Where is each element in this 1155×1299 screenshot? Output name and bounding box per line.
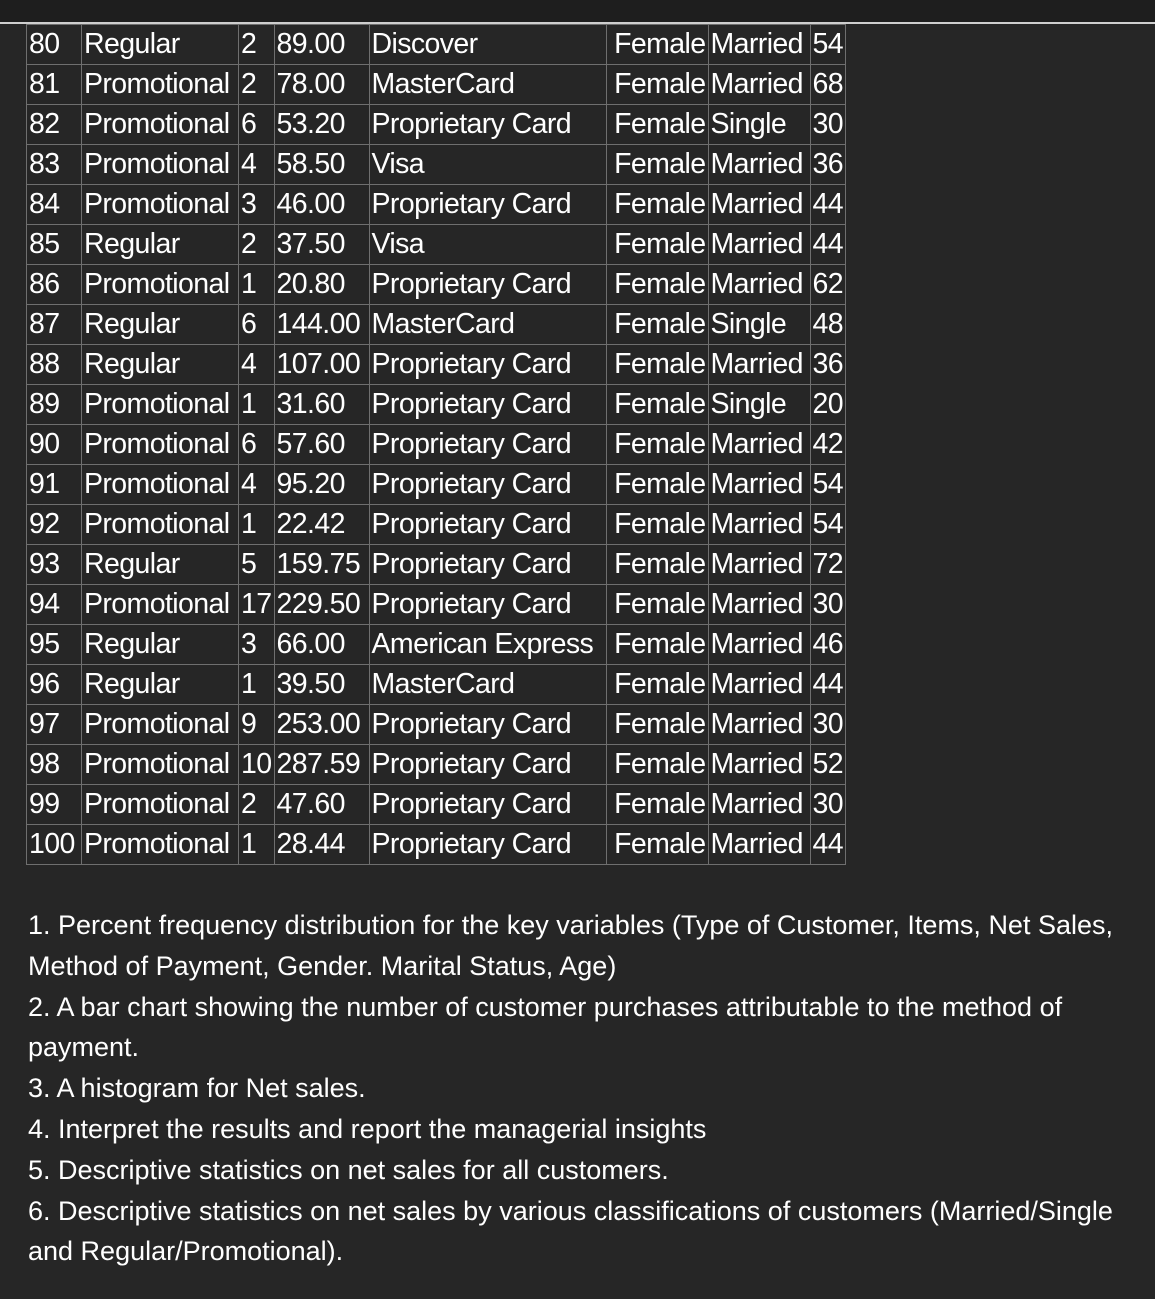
- age-cell: 30: [810, 105, 846, 145]
- gender-cell: Female: [606, 425, 708, 465]
- customer-data-table: [26, 24, 846, 865]
- net-sales-cell: 53.20: [274, 105, 369, 145]
- net-sales-cell: 22.42: [274, 505, 369, 545]
- row-number-cell: 82: [27, 105, 82, 145]
- customer-type-cell: Promotional: [82, 65, 239, 105]
- marital-status-cell: Married: [708, 185, 810, 225]
- gender-cell: Female: [606, 25, 708, 65]
- payment-method-cell: MasterCard: [369, 65, 606, 105]
- items-cell: 2: [239, 785, 275, 825]
- gender-cell: Female: [606, 545, 708, 585]
- gender-cell: Female: [606, 465, 708, 505]
- marital-status-cell: Married: [708, 465, 810, 505]
- items-cell: 4: [239, 145, 275, 185]
- net-sales-cell: 20.80: [274, 265, 369, 305]
- payment-method-cell: Proprietary Card: [369, 345, 606, 385]
- net-sales-cell: 66.00: [274, 625, 369, 665]
- customer-type-cell: Promotional: [82, 705, 239, 745]
- age-cell: 30: [810, 785, 846, 825]
- customer-type-cell: Promotional: [82, 105, 239, 145]
- marital-status-cell: Married: [708, 345, 810, 385]
- customer-type-cell: Promotional: [82, 505, 239, 545]
- marital-status-cell: Single: [708, 385, 810, 425]
- gender-cell: Female: [606, 505, 708, 545]
- customer-type-cell: Promotional: [82, 385, 239, 425]
- table-body: [27, 25, 846, 865]
- age-cell: 30: [810, 705, 846, 745]
- items-cell: 4: [239, 465, 275, 505]
- customer-type-cell: Promotional: [82, 265, 239, 305]
- gender-cell: Female: [606, 345, 708, 385]
- net-sales-cell: 107.00: [274, 345, 369, 385]
- age-cell: 48: [810, 305, 846, 345]
- items-cell: 3: [239, 625, 275, 665]
- age-cell: 72: [810, 545, 846, 585]
- instruction-item: 1. Percent frequency distribution for the key variables (Type of Customer, Items, Net Sales, Method of Payment, Gender. Marital Status, Age): [28, 910, 1113, 981]
- payment-method-cell: Proprietary Card: [369, 265, 606, 305]
- net-sales-cell: 58.50: [274, 145, 369, 185]
- age-cell: 30: [810, 585, 846, 625]
- age-cell: 68: [810, 65, 846, 105]
- items-cell: 5: [239, 545, 275, 585]
- age-cell: 20: [810, 385, 846, 425]
- age-cell: 52: [810, 745, 846, 785]
- age-cell: 44: [810, 665, 846, 705]
- top-divider: [0, 0, 1155, 24]
- gender-cell: Female: [606, 105, 708, 145]
- customer-type-cell: Promotional: [82, 425, 239, 465]
- marital-status-cell: Married: [708, 745, 810, 785]
- items-cell: 6: [239, 305, 275, 345]
- net-sales-cell: 95.20: [274, 465, 369, 505]
- payment-method-cell: Proprietary Card: [369, 585, 606, 625]
- gender-cell: Female: [606, 705, 708, 745]
- marital-status-cell: Married: [708, 65, 810, 105]
- age-cell: 54: [810, 465, 846, 505]
- marital-status-cell: Married: [708, 145, 810, 185]
- payment-method-cell: Proprietary Card: [369, 545, 606, 585]
- items-cell: 4: [239, 345, 275, 385]
- row-number-cell: 89: [27, 385, 82, 425]
- table-row: [27, 345, 846, 385]
- row-number-cell: 81: [27, 65, 82, 105]
- gender-cell: Female: [606, 585, 708, 625]
- items-cell: 10: [239, 745, 275, 785]
- marital-status-cell: Married: [708, 625, 810, 665]
- items-cell: 2: [239, 225, 275, 265]
- data-table-container: [26, 24, 846, 865]
- payment-method-cell: MasterCard: [369, 665, 606, 705]
- table-row: [27, 385, 846, 425]
- marital-status-cell: Married: [708, 825, 810, 865]
- marital-status-cell: Married: [708, 505, 810, 545]
- items-cell: 1: [239, 665, 275, 705]
- payment-method-cell: Proprietary Card: [369, 825, 606, 865]
- customer-type-cell: Regular: [82, 25, 239, 65]
- row-number-cell: 96: [27, 665, 82, 705]
- payment-method-cell: Visa: [369, 225, 606, 265]
- items-cell: 1: [239, 505, 275, 545]
- customer-type-cell: Promotional: [82, 465, 239, 505]
- gender-cell: Female: [606, 305, 708, 345]
- marital-status-cell: Married: [708, 585, 810, 625]
- gender-cell: Female: [606, 785, 708, 825]
- customer-type-cell: Promotional: [82, 145, 239, 185]
- net-sales-cell: 159.75: [274, 545, 369, 585]
- table-row: [27, 745, 846, 785]
- payment-method-cell: Proprietary Card: [369, 745, 606, 785]
- age-cell: 36: [810, 145, 846, 185]
- marital-status-cell: Married: [708, 705, 810, 745]
- table-row: [27, 665, 846, 705]
- table-row: [27, 585, 846, 625]
- payment-method-cell: Proprietary Card: [369, 785, 606, 825]
- marital-status-cell: Single: [708, 305, 810, 345]
- table-row: [27, 305, 846, 345]
- gender-cell: Female: [606, 185, 708, 225]
- gender-cell: Female: [606, 145, 708, 185]
- items-cell: 1: [239, 385, 275, 425]
- age-cell: 46: [810, 625, 846, 665]
- table-row: [27, 225, 846, 265]
- payment-method-cell: Proprietary Card: [369, 385, 606, 425]
- customer-type-cell: Regular: [82, 225, 239, 265]
- row-number-cell: 83: [27, 145, 82, 185]
- net-sales-cell: 253.00: [274, 705, 369, 745]
- age-cell: 42: [810, 425, 846, 465]
- row-number-cell: 92: [27, 505, 82, 545]
- net-sales-cell: 229.50: [274, 585, 369, 625]
- net-sales-cell: 28.44: [274, 825, 369, 865]
- row-number-cell: 100: [27, 825, 82, 865]
- gender-cell: Female: [606, 825, 708, 865]
- table-row: [27, 425, 846, 465]
- items-cell: 2: [239, 65, 275, 105]
- row-number-cell: 90: [27, 425, 82, 465]
- customer-type-cell: Promotional: [82, 825, 239, 865]
- items-cell: 9: [239, 705, 275, 745]
- row-number-cell: 97: [27, 705, 82, 745]
- net-sales-cell: 39.50: [274, 665, 369, 705]
- table-row: [27, 465, 846, 505]
- instruction-item: 2. A bar chart showing the number of customer purchases attributable to the method of payment.: [28, 991, 1063, 1063]
- items-cell: 3: [239, 185, 275, 225]
- table-row: [27, 145, 846, 185]
- customer-type-cell: Regular: [82, 305, 239, 345]
- row-number-cell: 98: [27, 745, 82, 785]
- marital-status-cell: Single: [708, 105, 810, 145]
- net-sales-cell: 47.60: [274, 785, 369, 825]
- payment-method-cell: Visa: [369, 145, 606, 185]
- items-cell: 2: [239, 25, 275, 65]
- net-sales-cell: 89.00: [274, 25, 369, 65]
- payment-method-cell: Proprietary Card: [369, 705, 606, 745]
- age-cell: 44: [810, 185, 846, 225]
- instruction-item: 4. Interpret the results and report the managerial insights: [28, 1113, 707, 1144]
- net-sales-cell: 46.00: [274, 185, 369, 225]
- age-cell: 44: [810, 825, 846, 865]
- customer-type-cell: Regular: [82, 345, 239, 385]
- row-number-cell: 87: [27, 305, 82, 345]
- gender-cell: Female: [606, 225, 708, 265]
- age-cell: 54: [810, 505, 846, 545]
- gender-cell: Female: [606, 65, 708, 105]
- table-row: [27, 625, 846, 665]
- gender-cell: Female: [606, 385, 708, 425]
- table-row: [27, 25, 846, 65]
- row-number-cell: 88: [27, 345, 82, 385]
- table-row: [27, 825, 846, 865]
- items-cell: 6: [239, 425, 275, 465]
- items-cell: 6: [239, 105, 275, 145]
- items-cell: 17: [239, 585, 275, 625]
- customer-type-cell: Regular: [82, 665, 239, 705]
- row-number-cell: 84: [27, 185, 82, 225]
- customer-type-cell: Promotional: [82, 745, 239, 785]
- instruction-item: 5. Descriptive statistics on net sales for all customers.: [28, 1154, 669, 1185]
- marital-status-cell: Married: [708, 25, 810, 65]
- payment-method-cell: Proprietary Card: [369, 105, 606, 145]
- net-sales-cell: 57.60: [274, 425, 369, 465]
- payment-method-cell: Proprietary Card: [369, 465, 606, 505]
- age-cell: 62: [810, 265, 846, 305]
- assignment-instructions: [28, 905, 1138, 1272]
- customer-type-cell: Regular: [82, 545, 239, 585]
- marital-status-cell: Married: [708, 225, 810, 265]
- row-number-cell: 80: [27, 25, 82, 65]
- row-number-cell: 94: [27, 585, 82, 625]
- age-cell: 36: [810, 345, 846, 385]
- marital-status-cell: Married: [708, 545, 810, 585]
- table-row: [27, 105, 846, 145]
- marital-status-cell: Married: [708, 665, 810, 705]
- payment-method-cell: Proprietary Card: [369, 505, 606, 545]
- net-sales-cell: 31.60: [274, 385, 369, 425]
- gender-cell: Female: [606, 265, 708, 305]
- marital-status-cell: Married: [708, 265, 810, 305]
- customer-type-cell: Promotional: [82, 185, 239, 225]
- gender-cell: Female: [606, 625, 708, 665]
- age-cell: 54: [810, 25, 846, 65]
- row-number-cell: 86: [27, 265, 82, 305]
- net-sales-cell: 287.59: [274, 745, 369, 785]
- row-number-cell: 93: [27, 545, 82, 585]
- payment-method-cell: Discover: [369, 25, 606, 65]
- customer-type-cell: Regular: [82, 625, 239, 665]
- payment-method-cell: Proprietary Card: [369, 425, 606, 465]
- table-row: [27, 265, 846, 305]
- table-row: [27, 545, 846, 585]
- items-cell: 1: [239, 265, 275, 305]
- gender-cell: Female: [606, 745, 708, 785]
- items-cell: 1: [239, 825, 275, 865]
- customer-type-cell: Promotional: [82, 785, 239, 825]
- customer-type-cell: Promotional: [82, 585, 239, 625]
- marital-status-cell: Married: [708, 425, 810, 465]
- payment-method-cell: MasterCard: [369, 305, 606, 345]
- age-cell: 44: [810, 225, 846, 265]
- payment-method-cell: Proprietary Card: [369, 185, 606, 225]
- row-number-cell: 85: [27, 225, 82, 265]
- table-row: [27, 785, 846, 825]
- instruction-item: 6. Descriptive statistics on net sales by various classifications of customers (Married/Single and Regular/Promotional).: [28, 1195, 1113, 1267]
- net-sales-cell: 37.50: [274, 225, 369, 265]
- table-row: [27, 705, 846, 745]
- net-sales-cell: 144.00: [274, 305, 369, 345]
- row-number-cell: 91: [27, 465, 82, 505]
- instruction-item: 3. A histogram for Net sales.: [28, 1073, 366, 1104]
- payment-method-cell: American Express: [369, 625, 606, 665]
- gender-cell: Female: [606, 665, 708, 705]
- row-number-cell: 95: [27, 625, 82, 665]
- marital-status-cell: Married: [708, 785, 810, 825]
- net-sales-cell: 78.00: [274, 65, 369, 105]
- table-row: [27, 185, 846, 225]
- table-row: [27, 65, 846, 105]
- row-number-cell: 99: [27, 785, 82, 825]
- table-row: [27, 505, 846, 545]
